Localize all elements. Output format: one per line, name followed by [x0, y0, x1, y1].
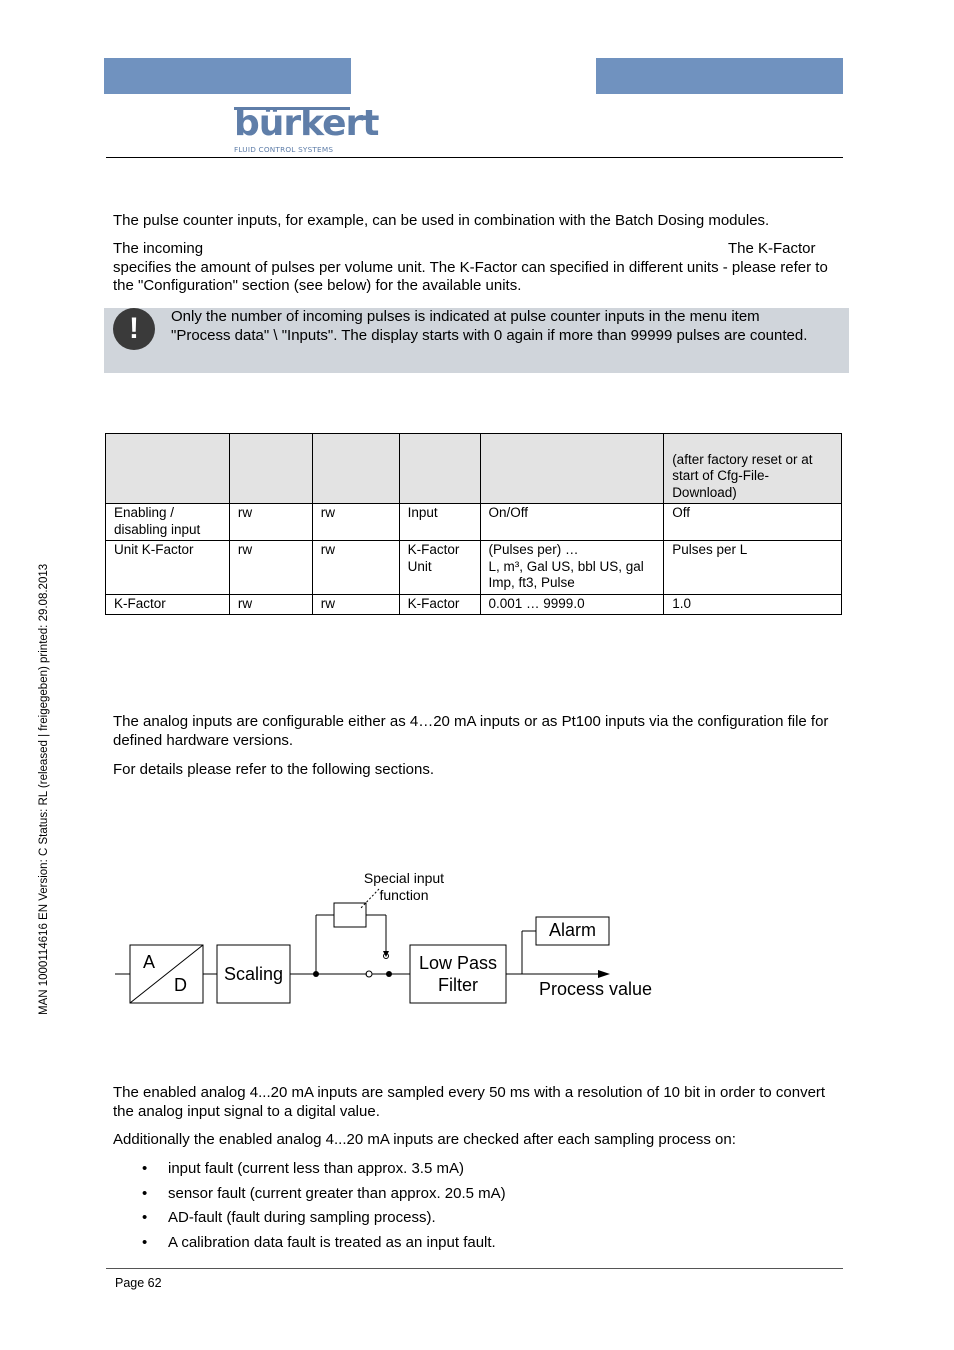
table-row [106, 541, 842, 595]
note-text: Only the number of incoming pulses is indicated at pulse counter inputs in the menu item "Process data" \ "Inputs". The display starts with 0 again if more than 99999 pulses are counted. [171, 308, 808, 344]
fault-check-list [113, 1160, 833, 1258]
pulse-incoming-start: The incoming [113, 240, 204, 257]
signal-flow-diagram [100, 860, 700, 1020]
switch-pivot [386, 971, 392, 977]
pulse-intro-paragraph: The pulse counter inputs, for example, can be used in combination with the Batch Dosing modules. [113, 212, 770, 229]
table-cell-default: 1.0 [664, 595, 842, 615]
table-cell-range: 0.001 … 9999.0 [480, 595, 664, 615]
table-header-cell [312, 434, 399, 504]
process-value-arrow [598, 970, 610, 978]
ad-label-a: A [143, 952, 156, 972]
table-header-row [106, 434, 842, 504]
pulse-kfactor-label: The K-Factor [728, 240, 816, 257]
table-cell-name: Enabling / disabling input [106, 504, 230, 541]
bullet-icon: • [142, 1184, 148, 1202]
table-cell: rw [312, 541, 399, 595]
table-cell-name: Unit K-Factor [106, 541, 230, 595]
junction-node [313, 971, 319, 977]
table-header-cell [399, 434, 480, 504]
table-header-cell [106, 434, 230, 504]
alarm-label: Alarm [548, 920, 597, 940]
process-value-label: Process value [539, 979, 653, 999]
table-header-cell [480, 434, 664, 504]
bullet-icon: • [142, 1160, 148, 1177]
company-logo: bürkert [234, 103, 379, 144]
pulse-kfactor-paragraph: specifies the amount of pulses per volume unit. The K-Factor can specified in different units - please refer to the "Configuration" section (see below) for the available units. [113, 258, 828, 294]
table-cell: rw [229, 541, 312, 595]
list-item: • input fault (current less than approx. 3.5 mA) [142, 1160, 464, 1177]
special-input-label: Special input [363, 870, 445, 886]
table-cell-range: On/Off [480, 504, 664, 541]
ad-diagonal [130, 945, 203, 1003]
table-cell: rw [312, 504, 399, 541]
table-cell: K-Factor Unit [399, 541, 480, 595]
analog-intro-paragraph: The analog inputs are configurable either as 4…20 mA inputs or as Pt100 inputs via the configuration file for defined hardware versions. [113, 713, 829, 749]
callout-leader [360, 889, 379, 909]
table-cell-name: K-Factor [106, 595, 230, 615]
table-cell: rw [312, 595, 399, 615]
analog-details-paragraph: For details please refer to the following sections. [113, 761, 434, 778]
list-item: • AD-fault (fault during sampling process). [142, 1209, 436, 1226]
special-function-label: function [379, 887, 429, 903]
parameter-table [105, 433, 842, 615]
table-cell-range: (Pulses per) … L, m³, Gal US, bbl US, gal Imp, ft3, Pulse [480, 541, 664, 595]
bullet-icon: • [142, 1209, 148, 1226]
exclamation-icon: ! [113, 308, 155, 350]
document-status-note: MAN 1000114616 EN Version: C Status: RL (released | freigegeben) printed: 29.08.2013 [38, 563, 50, 1015]
table-cell-default: Off [664, 504, 842, 541]
ad-label-d: D [174, 975, 187, 995]
table-cell-default: Pulses per L [664, 541, 842, 595]
list-item: • sensor fault (current greater than approx. 20.5 mA) [142, 1184, 506, 1202]
page-number: Page 62 [115, 1276, 162, 1290]
table-cell: rw [229, 504, 312, 541]
scaling-label: Scaling [223, 964, 284, 984]
logo-subtitle: FLUID CONTROL SYSTEMS [234, 145, 334, 154]
header-rule [106, 157, 843, 158]
footer-rule [106, 1268, 843, 1269]
table-cell: rw [229, 595, 312, 615]
low-pass-label-2: Filter [438, 975, 478, 995]
special-function-box [334, 903, 366, 927]
checks-intro-paragraph: Additionally the enabled analog 4...20 mA inputs are checked after each sampling process on: [113, 1131, 736, 1148]
sampling-paragraph: The enabled analog 4...20 mA inputs are sampled every 50 ms with a resolution of 10 bit in order to convert the analog input signal to a digital value. [113, 1084, 826, 1120]
list-item: • A calibration data fault is treated as an input fault. [142, 1233, 496, 1251]
table-row [106, 595, 842, 615]
table-row [106, 504, 842, 541]
bullet-icon: • [142, 1233, 148, 1251]
table-header-cell [229, 434, 312, 504]
header-bar-left [104, 58, 351, 94]
low-pass-label-1: Low Pass [418, 953, 498, 973]
table-cell: Input [399, 504, 480, 541]
table-cell: K-Factor [399, 595, 480, 615]
header-bar-right [596, 58, 843, 94]
table-header-default: (after factory reset or at start of Cfg-File-Download) [664, 434, 842, 504]
